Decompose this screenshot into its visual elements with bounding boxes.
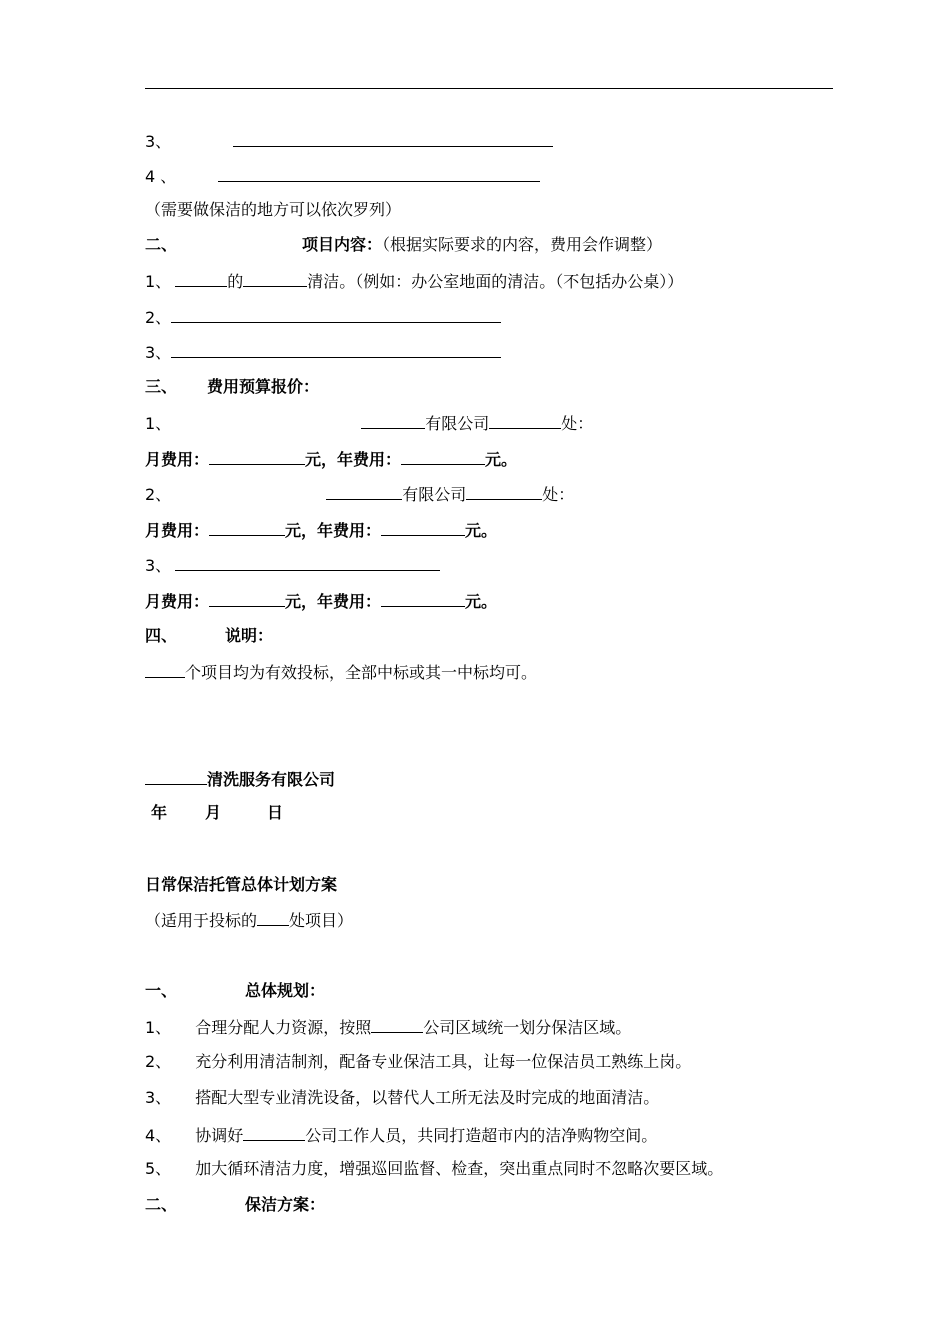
section-heading (145, 626, 273, 646)
fee-label: 月费用： (145, 521, 210, 540)
blank-line (243, 1124, 305, 1141)
fee-label: 月费用： (145, 450, 210, 469)
item-text: 的 (227, 272, 244, 291)
item-number: 2、 (145, 308, 172, 327)
blank-line (209, 448, 305, 465)
company-name: 清洗服务有限公司 (207, 770, 336, 789)
section-note: （根据实际要求的内容，费用会作调整） (382, 235, 663, 254)
blank-line (175, 270, 227, 287)
item-text: 公司工作人员，共同打造超市内的洁净购物空间。 (305, 1126, 658, 1145)
blank-line (171, 341, 501, 358)
item-number: 3、 (145, 343, 172, 362)
section-heading (145, 235, 662, 255)
list-item (145, 1159, 723, 1179)
section-title: 费用预算报价： (207, 377, 320, 396)
item-text: 处： (561, 414, 594, 433)
item-number: 1、 (145, 272, 172, 291)
blank-line (233, 130, 553, 147)
subtitle-text: （适用于投标的 (145, 911, 258, 930)
date-year: 年 (151, 803, 168, 822)
item-text: 处： (542, 485, 575, 504)
blank-line (381, 590, 465, 607)
section-title: 保洁方案： (245, 1195, 326, 1214)
section-number: 三、 (145, 377, 178, 396)
subtitle-text: 处项目） (289, 911, 354, 930)
fee-text: 元， (285, 592, 318, 611)
list-item (145, 554, 440, 574)
item-text: 搭配大型专业清洗设备，以替代人工所无法及时完成的地面清洁。 (195, 1088, 660, 1107)
list-item (145, 1016, 631, 1036)
fee-text: 元， (305, 450, 338, 469)
blank-line (381, 519, 465, 536)
item-number: 3、 (145, 132, 172, 151)
blank-line (218, 165, 540, 182)
item-number: 4 、 (145, 167, 177, 186)
list-item (145, 306, 501, 326)
item-number: 4、 (145, 1126, 172, 1145)
paragraph (145, 661, 537, 681)
paragraph-text: 个项目均为有效投标，全部中标或其一中标均可。 (185, 663, 538, 682)
item-number: 3、 (145, 556, 172, 575)
item-text: 协调好 (195, 1126, 244, 1145)
item-text: 加大循环清洁力度，增强巡回监督、检查，突出重点同时不忽略次要区域。 (195, 1159, 724, 1178)
blank-line (361, 412, 425, 429)
blank-line (171, 306, 501, 323)
blank-line (489, 412, 561, 429)
fee-text: 元。 (465, 592, 498, 611)
fee-line (145, 590, 497, 610)
blank-line (209, 590, 285, 607)
item-number: 2、 (145, 1052, 172, 1071)
item-number: 5、 (145, 1159, 172, 1178)
fee-label: 年费用： (337, 450, 402, 469)
section-number: 二、 (145, 235, 178, 254)
item-number: 2、 (145, 485, 172, 504)
fee-text: 元， (285, 521, 318, 540)
item-text: 有限公司 (425, 414, 490, 433)
fee-label: 年费用： (317, 521, 382, 540)
date-day: 日 (267, 803, 284, 822)
item-number: 1、 (145, 414, 172, 433)
blank-line (145, 768, 207, 785)
item-number: 1、 (145, 1018, 172, 1037)
section-heading (145, 377, 319, 397)
list-item (145, 130, 553, 150)
fee-line (145, 448, 517, 468)
blank-line (371, 1016, 423, 1033)
section-number: 一、 (145, 981, 178, 1000)
section-heading (145, 981, 325, 1001)
signature-company (145, 768, 335, 788)
section-title: 项目内容： (302, 235, 383, 254)
date-month: 月 (205, 803, 222, 822)
plan-subtitle (145, 909, 353, 929)
section-number: 四、 (145, 626, 178, 645)
list-item (145, 270, 683, 290)
item-text: 公司区域统一划分保洁区域。 (423, 1018, 632, 1037)
fee-label: 月费用： (145, 592, 210, 611)
blank-line (145, 661, 185, 678)
list-item (145, 165, 540, 185)
header-rule (145, 88, 833, 89)
blank-line (243, 270, 307, 287)
fee-text: 元。 (465, 521, 498, 540)
blank-line (209, 519, 285, 536)
item-number: 3、 (145, 1088, 172, 1107)
list-item (145, 412, 593, 432)
list-item (145, 1052, 691, 1072)
plan-title: 日常保洁托管总体计划方案 (145, 875, 338, 894)
item-text: 充分利用清洁制剂，配备专业保洁工具，让每一位保洁员工熟练上岗。 (195, 1052, 692, 1071)
blank-line (257, 909, 289, 926)
list-item (145, 1124, 657, 1144)
section-title: 说明： (225, 626, 274, 645)
fee-text: 元。 (485, 450, 518, 469)
list-item (145, 341, 501, 361)
list-item (145, 483, 574, 503)
fee-label: 年费用： (317, 592, 382, 611)
blank-line (401, 448, 485, 465)
signature-date (151, 803, 283, 823)
item-text: 合理分配人力资源，按照 (195, 1018, 372, 1037)
section-title: 总体规划： (245, 981, 326, 1000)
list-item (145, 1088, 659, 1108)
note-text: （需要做保洁的地方可以依次罗列） (145, 200, 402, 219)
item-text: 清洁。（例如：办公室地面的清洁。（不包括办公桌）） (307, 272, 684, 291)
section-number: 二、 (145, 1195, 178, 1214)
blank-line (466, 483, 542, 500)
item-text: 有限公司 (402, 485, 467, 504)
section-heading (145, 1195, 325, 1215)
blank-line (326, 483, 402, 500)
blank-line (175, 554, 440, 571)
fee-line (145, 519, 497, 539)
